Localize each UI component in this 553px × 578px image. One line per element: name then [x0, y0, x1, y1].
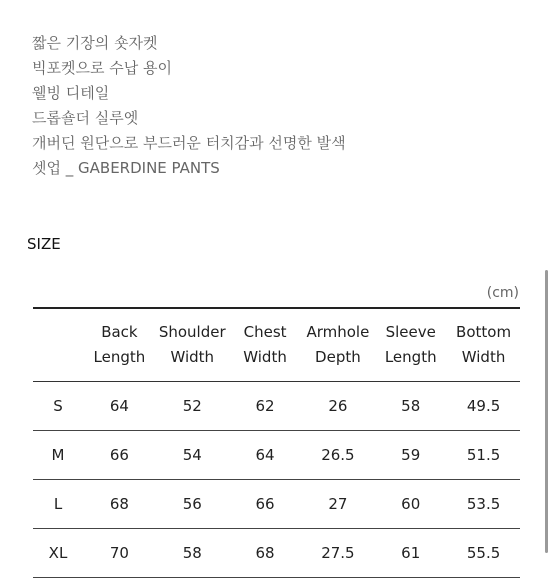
header-line: Width: [461, 348, 506, 366]
table-cell: 54: [156, 431, 229, 480]
header-chest-width: [229, 308, 302, 382]
size-table: [33, 307, 520, 578]
size-label-cell: S: [33, 382, 83, 431]
header-line: Back: [101, 323, 138, 341]
description-line: 개버딘 원단으로 부드러운 터치감과 선명한 발색: [32, 134, 346, 152]
table-row: [33, 382, 520, 431]
table-cell: 58: [156, 529, 229, 578]
table-cell: 60: [374, 480, 447, 529]
table-cell: 58: [374, 382, 447, 431]
table-cell: 26: [301, 382, 374, 431]
table-cell: 51.5: [447, 431, 520, 480]
header-line: Length: [384, 348, 437, 366]
header-armhole-depth: [301, 308, 374, 382]
table-cell: 68: [229, 529, 302, 578]
header-line: Sleeve: [385, 323, 436, 341]
table-row: [33, 431, 520, 480]
product-description: [32, 31, 346, 181]
table-cell: 70: [83, 529, 156, 578]
size-label-cell: M: [33, 431, 83, 480]
table-cell: 27: [301, 480, 374, 529]
table-cell: 59: [374, 431, 447, 480]
size-heading: SIZE: [27, 235, 61, 253]
header-line: Width: [170, 348, 215, 366]
header-sleeve-length: [374, 308, 447, 382]
table-row: [33, 529, 520, 578]
table-cell: 62: [229, 382, 302, 431]
table-cell: 27.5: [301, 529, 374, 578]
table-cell: 52: [156, 382, 229, 431]
table-cell: 66: [229, 480, 302, 529]
header-line: Armhole: [306, 323, 370, 341]
header-back-length: [83, 308, 156, 382]
description-line: 빅포켓으로 수납 용이: [32, 59, 172, 77]
table-cell: 66: [83, 431, 156, 480]
description-line: 셋업 _ GABERDINE PANTS: [32, 159, 220, 177]
header-line: Chest: [243, 323, 287, 341]
header-bottom-width: [447, 308, 520, 382]
header-line: Depth: [315, 348, 361, 366]
header-line: Length: [93, 348, 146, 366]
description-line: 웰빙 디테일: [32, 84, 110, 102]
table-cell: 26.5: [301, 431, 374, 480]
table-cell: 68: [83, 480, 156, 529]
table-cell: 64: [229, 431, 302, 480]
header-line: Shoulder: [158, 323, 226, 341]
size-label-cell: L: [33, 480, 83, 529]
header-line: Width: [243, 348, 287, 366]
table-cell: 56: [156, 480, 229, 529]
table-header-row: [33, 308, 520, 382]
size-label-cell: XL: [33, 529, 83, 578]
description-line: 짧은 기장의 숏자켓: [32, 34, 158, 52]
header-size-cell: [33, 308, 83, 382]
unit-label: (cm): [486, 285, 519, 301]
table-row: [33, 480, 520, 529]
header-line: Bottom: [456, 323, 512, 341]
table-cell: 64: [83, 382, 156, 431]
table-cell: 55.5: [447, 529, 520, 578]
table-cell: 61: [374, 529, 447, 578]
header-shoulder-width: [156, 308, 229, 382]
table-cell: 49.5: [447, 382, 520, 431]
scrollbar[interactable]: [545, 270, 548, 553]
table-cell: 53.5: [447, 480, 520, 529]
description-line: 드롭숄더 실루엣: [32, 109, 139, 127]
